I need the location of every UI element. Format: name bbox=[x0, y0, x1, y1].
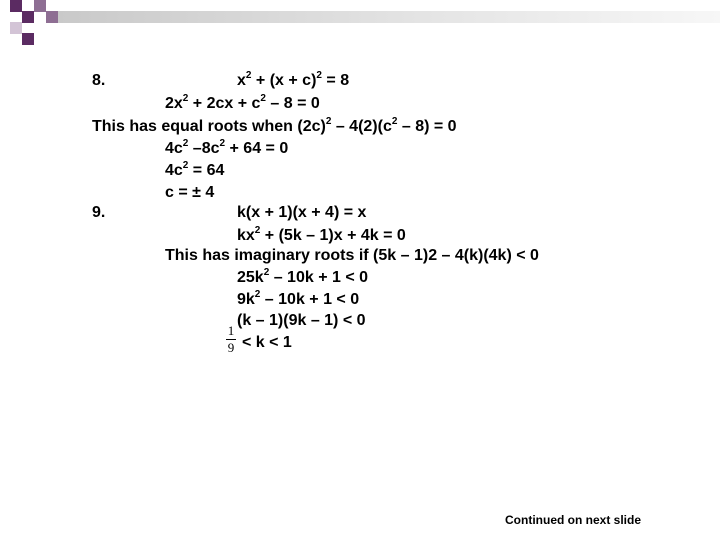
problem-9-number: 9. bbox=[92, 204, 106, 221]
p9-line-4: $25k^2 - 10k + 1 < 0$ bbox=[237, 267, 369, 286]
fraction-one-ninth bbox=[226, 324, 236, 355]
p9-line-2: $kx^2 + (5k - 1)x + 4k = 0$ bbox=[237, 225, 406, 244]
p8-line-2: $2x^2 + 2cx + c^2 - 8 = 0$ bbox=[165, 93, 320, 112]
p8-line-6: c = ± 4 bbox=[165, 184, 215, 201]
problem-8-number: 8. bbox=[92, 72, 106, 89]
p9-line-3: This has imaginary roots if (5k – 1)2 – 4(k)(4k) < 0 bbox=[165, 247, 539, 264]
decor-square bbox=[10, 22, 22, 34]
fraction-denominator: 9 bbox=[227, 340, 235, 355]
p9-line-5: $9k^2 - 10k + 1 < 0$ bbox=[237, 289, 360, 308]
decor-square bbox=[34, 0, 46, 12]
p8-line-5: $4c^2 = 64$ bbox=[165, 160, 225, 179]
p9-line-7: < k < 1 bbox=[242, 334, 292, 351]
p8-line-1: $x^2 + (x + c)^2 = 8$ bbox=[237, 70, 350, 89]
p8-line-4: $4c^2$ $-8c^2 + 64 = 0$ bbox=[165, 138, 289, 157]
header-bar bbox=[58, 11, 720, 23]
p9-line-6: (k – 1)(9k – 1) < 0 bbox=[237, 312, 366, 329]
p9-line-1: k(x + 1)(x + 4) = x bbox=[237, 204, 367, 221]
decor-square bbox=[10, 0, 22, 12]
decor-square bbox=[22, 11, 34, 23]
footer-continued: Continued on next slide bbox=[505, 513, 642, 527]
p8-line-3: This has equal roots when $(2c)^2 - 4(2)(c^2 - 8) = 0$ bbox=[92, 116, 457, 135]
fraction-numerator: 1 bbox=[227, 323, 235, 338]
decor-square bbox=[22, 33, 34, 45]
decor-square bbox=[46, 11, 58, 23]
